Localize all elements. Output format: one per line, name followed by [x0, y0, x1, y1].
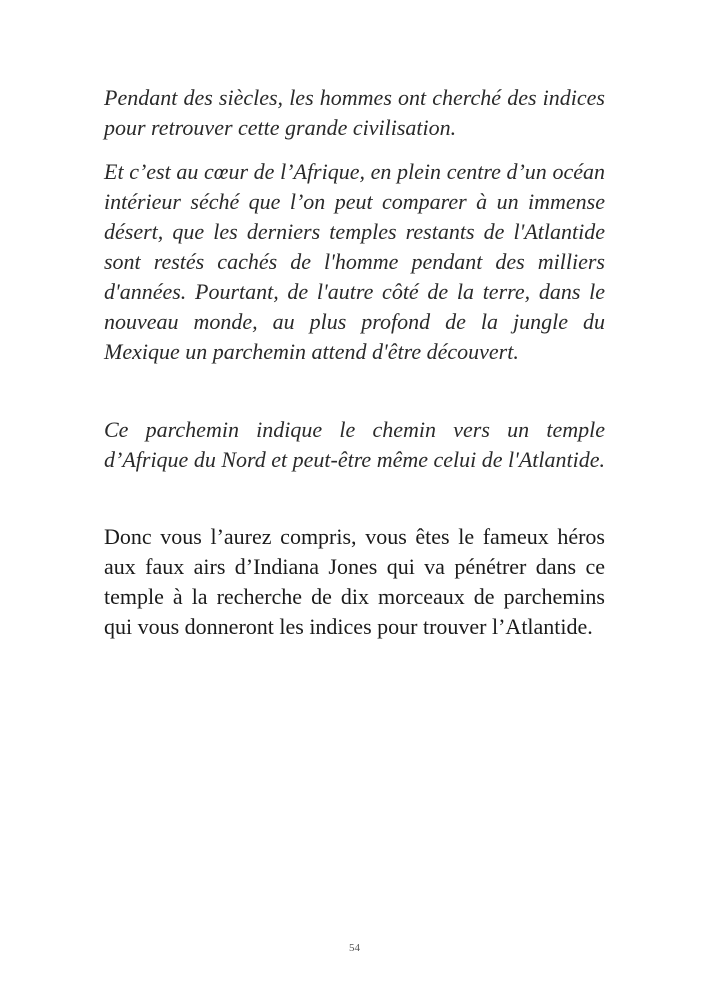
paragraph-africa: Et c’est au cœur de l’Afrique, en plein centre d’un océan intérieur séché que l’on peut comparer à un immense désert, que les derniers temples restants de l'Atlantide sont restés cachés de l'homme pendant des milliers d'années. Pourtant, de l'autre côté de la terre, dans le nouveau monde, au plus profond de la jungle du Mexique un parchemin attend d'être découvert.: [104, 159, 605, 364]
paragraph-intro: Pendant des siècles, les hommes ont cherché des indices pour retrouver cette grande civilisation.: [104, 85, 605, 140]
paragraph-parchment: Ce parchemin indique le chemin vers un temple d’Afrique du Nord et peut-être même celui de l'Atlantide.: [104, 417, 605, 472]
paragraph-hero: Donc vous l’aurez compris, vous êtes le fameux héros aux faux airs d’Indiana Jones qui va pénétrer dans ce temple à la recherche de dix morceaux de parchemins qui vous donneront les indices pour trouver l’Atlantide.: [104, 524, 605, 639]
page-number: 54: [349, 942, 360, 954]
